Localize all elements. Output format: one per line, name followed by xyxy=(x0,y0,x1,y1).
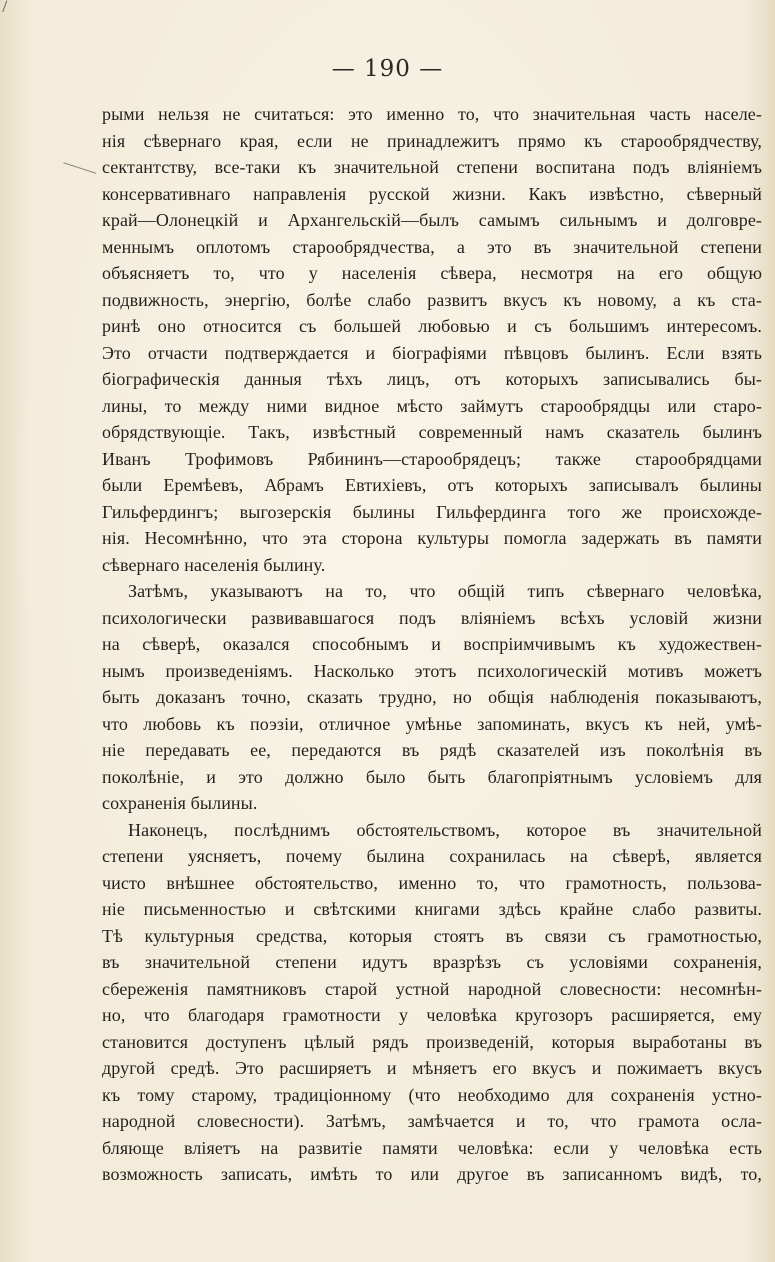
text-line: ринѣ оно относится съ большей любовью и съ большимъ интересомъ. xyxy=(102,316,762,336)
text-line: возможность записать, имѣть то или другое въ записанномъ видѣ, то, xyxy=(102,1164,762,1184)
page-number: — 190 — xyxy=(331,56,444,82)
corner-pencil-mark xyxy=(2,0,16,15)
text-line: въ значительной степени идутъ вразрѣзъ съ условіями сохраненія, xyxy=(102,952,762,972)
text-line: нія. Несомнѣнно, что эта сторона культуры помогла задержать въ памяти xyxy=(102,528,762,548)
text-line: Наконецъ, послѣднимъ обстоятельствомъ, которое въ значительной xyxy=(128,819,762,840)
text-line: край—Олонецкій и Архангельскій—былъ самымъ сильнымъ и долговре- xyxy=(102,210,762,230)
text-line: но, что благодаря грамотности у человѣка кругозоръ расширяется, ему xyxy=(102,1005,762,1025)
text-line: ніе письменностью и свѣтскими книгами здѣсь крайне слабо развиты. xyxy=(102,899,762,919)
text-line: степени уясняетъ, почему былина сохранилась на сѣверѣ, является xyxy=(102,846,762,866)
text-line: біографическія данныя тѣхъ лицъ, отъ которыхъ записывались бы- xyxy=(102,369,762,389)
text-line: чисто внѣшнее обстоятельство, именно то, что грамотность, пользова- xyxy=(102,872,762,893)
text-line: лины, то между ними видное мѣсто займутъ старообрядцы или старо- xyxy=(102,395,762,416)
text-line: Гильфердингъ; выгозерскія былины Гильфердинга того же происхожде- xyxy=(102,501,762,522)
text-line: бляюще вліяетъ на развитіе памяти человѣка: если у человѣка есть xyxy=(102,1137,762,1158)
text-line: были Еремѣевъ, Абрамъ Евтихіевъ, отъ которыхъ записывалъ былины xyxy=(102,475,762,495)
text-line: быть доказанъ точно, сказать трудно, но общія наблюденія показываютъ, xyxy=(102,687,762,707)
text-line: Иванъ Трофимовъ Рябининъ—старообрядецъ; также старообрядцами xyxy=(102,448,762,469)
text-line: объясняетъ то, что у населенія сѣвера, несмотря на его общую xyxy=(102,263,762,283)
text-line: нія сѣвернаго края, если не принадлежитъ прямо къ старообрядчеству, xyxy=(102,130,762,151)
text-line: что любовь къ поэзіи, отличное умѣнье запоминать, вкусъ къ ней, умѣ- xyxy=(102,713,762,734)
text-line: психологически развивавшагося подъ вліяніемъ всѣхъ условій жизни xyxy=(102,607,762,628)
text-line: Затѣмъ, указываютъ на то, что общій типъ сѣвернаго человѣка, xyxy=(128,581,762,601)
text-line: народной словесности). Затѣмъ, замѣчается и то, что грамота осла- xyxy=(102,1111,762,1131)
text-line: сохраненія былины. xyxy=(102,793,258,813)
text-line: на сѣверѣ, оказался способнымъ и воспріимчивымъ къ художествен- xyxy=(102,634,762,654)
text-line: сѣвернаго населенія былину. xyxy=(102,554,326,575)
paragraph-3 xyxy=(102,817,762,1188)
text-line: консервативнаго направленія русской жизни. Какъ извѣстно, сѣверный xyxy=(102,183,762,204)
text-line: обрядствующіе. Такъ, извѣстный современный намъ сказатель былинъ xyxy=(102,422,762,442)
text-line: ніе передавать ее, передаются въ рядѣ сказателей изъ поколѣнія въ xyxy=(102,740,762,760)
text-line: Это отчасти подтверждается и біографіями пѣвцовъ былинъ. Если взять xyxy=(102,342,762,363)
text-line: Тѣ культурныя средства, которыя стоятъ въ связи съ грамотностью, xyxy=(102,925,762,946)
text-line: меннымъ оплотомъ старообрядчества, а это въ значительной степени xyxy=(102,236,762,257)
paragraph-2 xyxy=(102,578,762,817)
text-line: къ тому старому, традиціонному (что необходимо для сохраненія устно- xyxy=(102,1084,762,1105)
text-line: другой средѣ. Это расширяетъ и мѣняетъ его вкусъ и пожимаетъ вкусъ xyxy=(102,1058,762,1078)
text-line: сектантству, все-таки къ значительной степени воспитана подъ вліяніемъ xyxy=(102,157,762,177)
margin-pencil-mark xyxy=(60,162,96,183)
text-line: сбереженія памятниковъ старой устной народной словесности: несомнѣн- xyxy=(102,978,762,999)
text-line: поколѣніе, и это должно было быть благопріятнымъ условіемъ для xyxy=(102,766,762,787)
page-text xyxy=(102,101,762,1188)
text-line: становится доступенъ цѣлый рядъ произведеній, которыя выработаны въ xyxy=(102,1031,762,1052)
paragraph-1 xyxy=(102,101,762,578)
text-line: рыми нельзя не считаться: это именно то, что значительная часть населе- xyxy=(102,104,762,124)
text-line: нымъ произведеніямъ. Насколько этотъ психологическій мотивъ можетъ xyxy=(102,660,762,681)
text-line: подвижность, энергію, болѣе слабо развитъ вкусъ къ новому, а къ ста- xyxy=(102,289,762,310)
